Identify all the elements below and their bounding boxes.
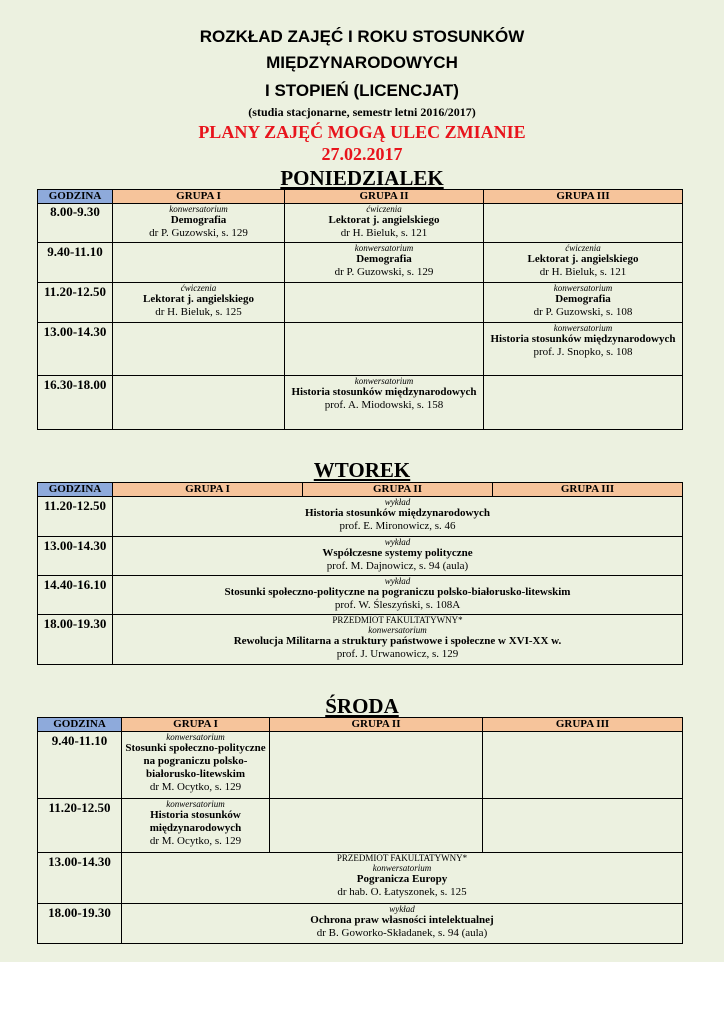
class-type: konwersatorium <box>354 243 414 253</box>
class-lecturer: dr hab. O. Łatyszonek, s. 125 <box>337 886 467 898</box>
empty-cell <box>484 376 683 430</box>
col-header-grupa-2: GRUPA II <box>285 190 484 204</box>
time-cell: 14.40-16.10 <box>38 576 113 615</box>
class-lecturer: prof. J. Snopko, s. 108 <box>533 346 633 358</box>
table-row <box>38 799 683 853</box>
table-row <box>38 376 683 430</box>
class-cell <box>122 732 270 799</box>
time-cell: 9.40-11.10 <box>38 243 113 283</box>
class-cell <box>484 283 683 323</box>
time-cell: 18.00-19.30 <box>38 904 122 944</box>
table-row <box>38 243 683 283</box>
title-line-2: MIĘDZYNARODOWYCH <box>266 53 458 72</box>
time-cell: 8.00-9.30 <box>38 204 113 243</box>
day-title-tuesday: WTOREK <box>313 458 411 482</box>
schedule-date: 27.02.2017 <box>321 144 403 164</box>
class-lecturer: dr B. Goworko-Składanek, s. 94 (aula) <box>316 927 488 939</box>
col-header-godzina: GODZINA <box>38 483 113 497</box>
time-cell: 11.20-12.50 <box>38 283 113 323</box>
class-lecturer: dr H. Bieluk, s. 125 <box>155 306 242 318</box>
col-header-grupa-2: GRUPA II <box>270 718 483 732</box>
time-cell: 9.40-11.10 <box>38 732 122 799</box>
class-type: konwersatorium <box>166 799 225 809</box>
class-cell-all-groups <box>113 537 683 576</box>
class-cell <box>484 323 683 376</box>
col-header-grupa-1: GRUPA I <box>113 190 285 204</box>
class-lecturer: dr H. Bieluk, s. 121 <box>539 266 627 278</box>
class-name: Demografia <box>356 253 412 265</box>
class-name: Współczesne systemy polityczne <box>322 547 473 559</box>
optional-subject-label: PRZEDMIOT FAKULTATYWNY* <box>332 615 463 625</box>
col-header-grupa-2: GRUPA II <box>303 483 493 497</box>
class-cell <box>285 204 484 243</box>
empty-cell <box>270 732 483 799</box>
col-header-grupa-3: GRUPA III <box>493 483 683 497</box>
table-row <box>38 283 683 323</box>
table-row <box>38 853 683 904</box>
empty-cell <box>113 376 285 430</box>
class-name: Historia stosunków międzynarodowych <box>490 333 676 345</box>
time-cell: 13.00-14.30 <box>38 853 122 904</box>
class-lecturer: prof. M. Dajnowicz, s. 94 (aula) <box>326 560 469 572</box>
class-type: wykład <box>384 537 411 547</box>
title-line-1: ROZKŁAD ZAJĘĆ I ROKU STOSUNKÓW <box>199 27 525 46</box>
class-type: wykład <box>384 497 411 507</box>
class-lecturer: dr M. Ocytko, s. 129 <box>149 781 242 793</box>
class-cell-all-groups <box>122 853 683 904</box>
class-name: Rewolucja Militarna a struktury państwowe i społeczne w XVI-XX w. <box>233 635 562 647</box>
class-cell <box>113 204 285 243</box>
class-cell-all-groups <box>113 615 683 665</box>
col-header-grupa-1: GRUPA I <box>113 483 303 497</box>
time-cell: 11.20-12.50 <box>38 799 122 853</box>
table-row <box>38 323 683 376</box>
class-name: Stosunki społeczno-polityczne na pograniczu polsko-białorusko-litewskim <box>224 586 571 598</box>
empty-cell <box>113 323 285 376</box>
class-lecturer: dr P. Guzowski, s. 129 <box>149 227 248 239</box>
class-lecturer: prof. A. Miodowski, s. 158 <box>324 399 444 411</box>
schedule-table-tuesday <box>37 482 683 665</box>
table-row <box>38 904 683 944</box>
class-name: Historia stosunków międzynarodowych <box>305 507 490 519</box>
class-cell <box>484 243 683 283</box>
empty-cell <box>113 243 285 283</box>
empty-cell <box>483 799 683 853</box>
class-type: wykład <box>384 576 411 586</box>
class-name: Stosunki społeczno-polityczne na pograniczu polsko-białorusko-litewskim <box>125 742 266 780</box>
class-name: Lektorat j. angielskiego <box>143 293 254 305</box>
class-type: ćwiczenia <box>366 204 402 214</box>
class-name: Lektorat j. angielskiego <box>328 214 440 226</box>
empty-cell <box>483 732 683 799</box>
class-lecturer: prof. E. Mironowicz, s. 46 <box>339 520 456 532</box>
table-row <box>38 204 683 243</box>
class-type: konwersatorium <box>354 376 414 386</box>
class-type: wykład <box>389 904 415 914</box>
empty-cell <box>285 283 484 323</box>
class-cell-all-groups <box>113 497 683 537</box>
class-lecturer: dr H. Bieluk, s. 121 <box>340 227 428 239</box>
empty-cell <box>270 799 483 853</box>
empty-cell <box>484 204 683 243</box>
time-cell: 16.30-18.00 <box>38 376 113 430</box>
optional-subject-label: PRZEDMIOT FAKULTATYWNY* <box>336 853 468 863</box>
schedule-table-wednesday <box>37 717 683 944</box>
class-lecturer: dr M. Ocytko, s. 129 <box>149 835 242 847</box>
class-type: konwersatorium <box>372 863 432 873</box>
class-cell-all-groups <box>122 904 683 944</box>
class-name: Demografia <box>555 293 611 305</box>
class-cell <box>285 376 484 430</box>
time-cell: 18.00-19.30 <box>38 615 113 665</box>
class-name: Ochrona praw własności intelektualnej <box>310 914 494 926</box>
col-header-grupa-1: GRUPA I <box>122 718 270 732</box>
class-lecturer: dr P. Guzowski, s. 129 <box>334 266 434 278</box>
table-row <box>38 615 683 665</box>
table-row <box>38 732 683 799</box>
subtitle: (studia stacjonarne, semestr letni 2016/2017) <box>248 105 476 119</box>
empty-cell <box>285 323 484 376</box>
title-line-3: I STOPIEŃ (LICENCJAT) <box>265 81 459 100</box>
class-name: Historia stosunków międzynarodowych <box>291 386 477 398</box>
time-cell: 13.00-14.30 <box>38 537 113 576</box>
class-type: konwersatorium <box>553 323 613 333</box>
class-name: Historia stosunków międzynarodowych <box>149 809 242 834</box>
schedule-table-monday <box>37 189 683 430</box>
class-type: ćwiczenia <box>180 283 217 293</box>
change-warning: PLANY ZAJĘĆ MOGĄ ULEC ZMIANIE <box>198 122 526 142</box>
class-lecturer: dr P. Guzowski, s. 108 <box>533 306 633 318</box>
class-cell-all-groups <box>113 576 683 615</box>
class-type: konwersatorium <box>166 732 225 742</box>
table-header-row <box>38 483 683 497</box>
table-row <box>38 537 683 576</box>
col-header-grupa-3: GRUPA III <box>484 190 683 204</box>
class-type: konwersatorium <box>169 204 228 214</box>
class-lecturer: prof. J. Urwanowicz, s. 129 <box>336 648 459 660</box>
time-cell: 13.00-14.30 <box>38 323 113 376</box>
class-name: Lektorat j. angielskiego <box>527 253 639 265</box>
time-cell: 11.20-12.50 <box>38 497 113 537</box>
table-header-row <box>38 190 683 204</box>
day-title-wednesday: ŚRODA <box>325 694 399 718</box>
class-cell <box>285 243 484 283</box>
col-header-godzina: GODZINA <box>38 718 122 732</box>
day-title-monday: PONIEDZIALEK <box>280 166 444 190</box>
table-row <box>38 576 683 615</box>
class-type: konwersatorium <box>553 283 613 293</box>
col-header-grupa-3: GRUPA III <box>483 718 683 732</box>
class-lecturer: prof. W. Śleszyński, s. 108A <box>334 599 461 611</box>
class-name: Demografia <box>170 214 227 226</box>
class-type: konwersatorium <box>368 625 427 635</box>
col-header-godzina: GODZINA <box>38 190 113 204</box>
table-header-row <box>38 718 683 732</box>
class-name: Pogranicza Europy <box>356 873 448 885</box>
class-cell <box>122 799 270 853</box>
class-type: ćwiczenia <box>565 243 601 253</box>
table-row <box>38 497 683 537</box>
class-cell <box>113 283 285 323</box>
